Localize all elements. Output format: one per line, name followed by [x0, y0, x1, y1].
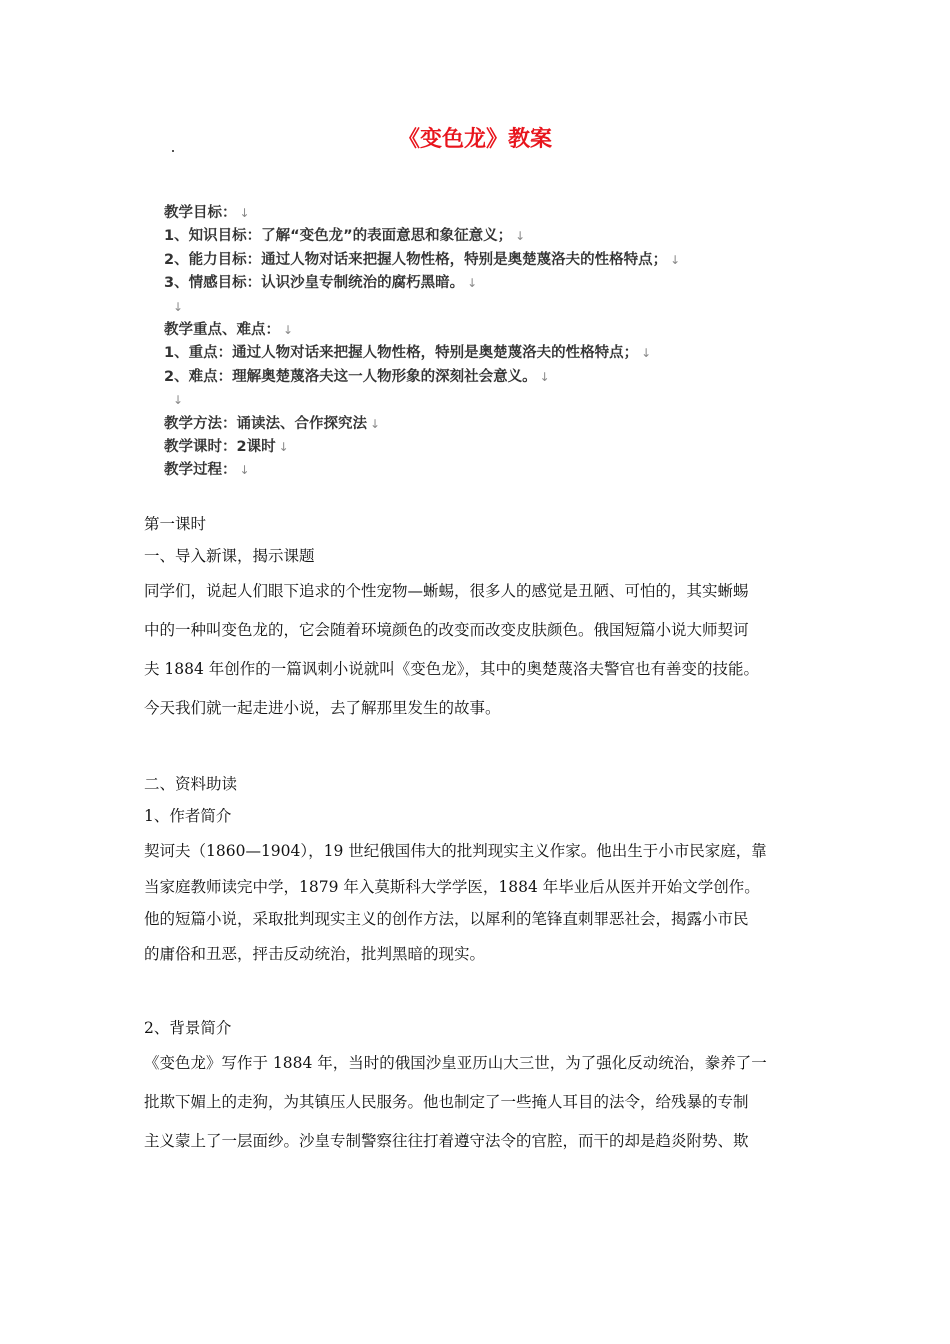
- paragraph-line: 契诃夫（1860—1904），19 世纪俄国伟大的批判现实主义作家。他出生于小市民家庭，靠: [144, 842, 767, 860]
- scan-line: 1、重点：通过人物对话来把握人物性格，特别是奥楚蔑洛夫的性格特点； ↓: [164, 345, 652, 362]
- paragraph-line: 夫 1884 年创作的一篇讽刺小说就叫《变色龙》，其中的奥楚蔑洛夫警官也有善变的技能。: [144, 660, 760, 678]
- document-body: [144, 508, 814, 1161]
- subsection-heading: 1、作者简介: [144, 807, 232, 825]
- section-heading: 二、资料助读: [144, 775, 238, 793]
- scan-artifact-dot: [172, 150, 174, 152]
- scan-line: 教学方法：诵读法、合作探究法 ↓: [164, 415, 381, 432]
- paragraph-line: 主义蒙上了一层面纱。沙皇专制警察往往打着遵守法令的官腔，而干的却是趋炎附势、欺: [144, 1132, 749, 1150]
- scan-line: 3、情感目标：认识沙皇专制统治的腐朽黑暗。 ↓: [164, 275, 478, 292]
- paragraph-line: 批欺下媚上的走狗，为其镇压人民服务。他也制定了一些掩人耳目的法令，给残暴的专制: [144, 1093, 749, 1111]
- scan-line: 2、能力目标：通过人物对话来把握人物性格，特别是奥楚蔑洛夫的性格特点； ↓: [164, 251, 681, 268]
- paragraph-line: 今天我们就一起走进小说，去了解那里发生的故事。: [144, 699, 501, 717]
- scan-line: 1、知识目标：了解“变色龙”的表面意思和象征意义； ↓: [164, 228, 526, 245]
- paragraph-line: 当家庭教师读完中学，1879 年入莫斯科大学学医，1884 年毕业后从医并开始文学创作。: [144, 878, 760, 896]
- scanned-objectives-block: [164, 202, 764, 483]
- paragraph-line: 《变色龙》写作于 1884 年，当时的俄国沙皇亚历山大三世，为了强化反动统治，豢养了一: [144, 1054, 767, 1072]
- scan-line: 教学重点、难点： ↓: [164, 321, 294, 338]
- spacer: [144, 974, 814, 1012]
- section-heading: 一、导入新课，揭示课题: [144, 547, 315, 565]
- scan-line: 教学目标： ↓: [164, 205, 250, 221]
- document-title: 《变色龙》教案: [397, 127, 552, 152]
- scan-line: 2、难点：理解奥楚蔑洛夫这一人物形象的深刻社会意义。 ↓: [164, 368, 550, 385]
- subsection-heading: 2、背景简介: [144, 1019, 232, 1037]
- scan-line: 教学过程： ↓: [164, 462, 250, 479]
- paragraph-line: 同学们，说起人们眼下追求的个性宠物—蜥蜴，很多人的感觉是丑陋、可怕的，其实蜥蜴: [144, 582, 749, 600]
- paragraph-line: 中的一种叫变色龙的，它会随着环境颜色的改变而改变皮肤颜色。俄国短篇小说大师契诃: [144, 621, 749, 639]
- paragraph-line: 他的短篇小说，采取批判现实主义的创作方法，以犀利的笔锋直刺罪恶社会，揭露小市民: [144, 910, 749, 928]
- lesson-heading: 第一课时: [144, 515, 207, 533]
- scan-line-empty: ↓: [173, 393, 184, 408]
- scan-line-empty: ↓: [173, 299, 184, 314]
- scan-line: 教学课时：2课时 ↓: [164, 438, 289, 455]
- spacer: [144, 728, 814, 768]
- paragraph-line: 的庸俗和丑恶，抨击反动统治，批判黑暗的现实。: [144, 945, 486, 963]
